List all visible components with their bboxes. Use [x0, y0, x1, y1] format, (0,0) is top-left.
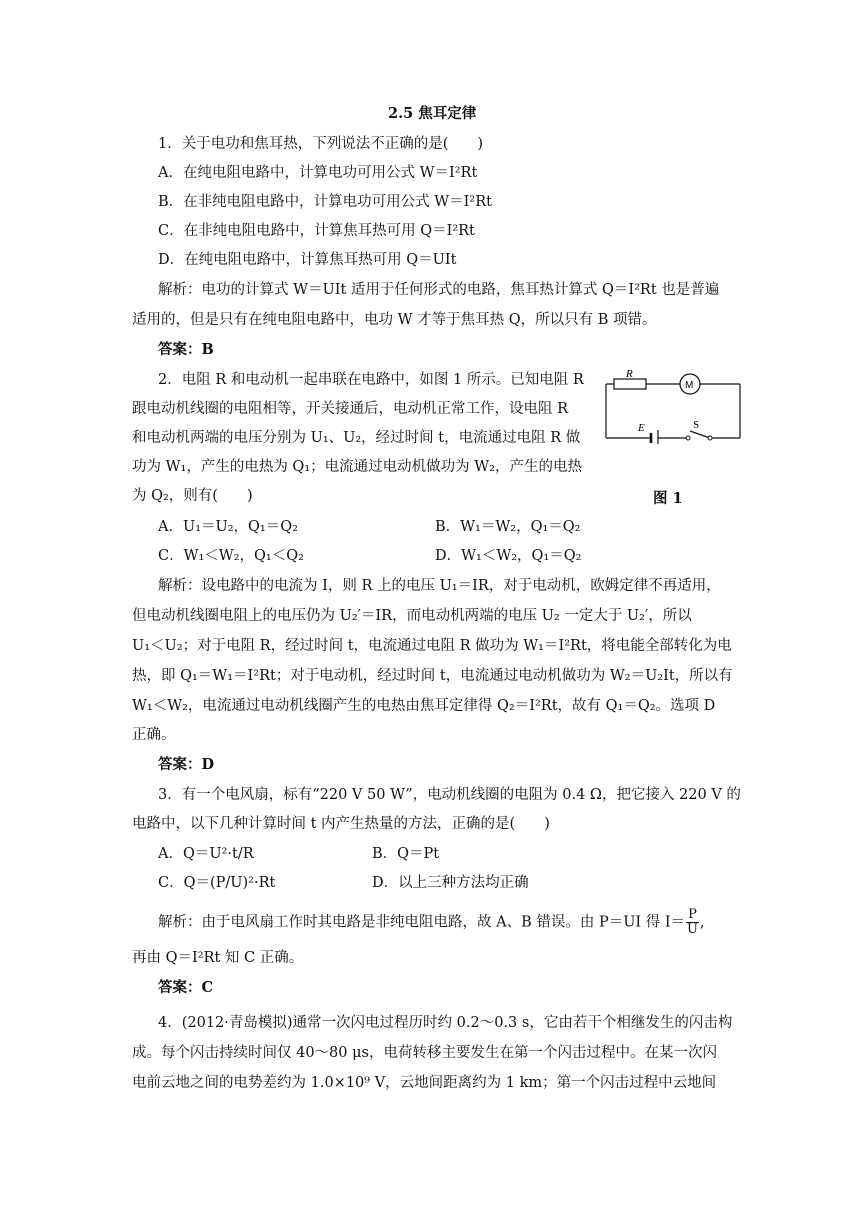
resistor-label: R	[626, 368, 633, 380]
q3-option-a: A．Q＝U²·t/R	[158, 846, 254, 862]
q2-stem-line: 和电动机两端的电压分别为 U₁、U₂，经过时间 t，电流通过电阻 R 做	[132, 430, 581, 446]
switch-symbol	[690, 431, 710, 438]
q2-option-d: D．W₁＜W₂，Q₁＝Q₂	[435, 548, 582, 564]
q1-option-c: C．在非纯电阻电路中，计算焦耳热可用 Q＝I²Rt	[158, 223, 475, 239]
q3-option-b: B．Q＝Pt	[372, 846, 440, 862]
q2-analysis-line: W₁＜W₂，电流通过电动机线圈产生的电热由焦耳定律得 Q₂＝I²Rt，故有 Q₁＝Q₂。选项 D	[132, 698, 716, 714]
q3-option-c: C．Q＝(P/U)²·Rt	[158, 875, 276, 891]
q2-analysis-line: 但电动机线圈电阻上的电压仍为 U₂′＝IR，而电动机两端的电压 U₂ 一定大于 U₂′，所以	[132, 608, 692, 624]
q2-answer: 答案：D	[158, 756, 215, 773]
q4-stem-line: 4．(2012·青岛模拟)通常一次闪电过程历时约 0.2～0.3 s，它由若干个相继发生的闪击构	[158, 1015, 733, 1031]
q2-analysis-line: 解析：设电路中的电流为 I，则 R 上的电压 U₁＝IR，对于电动机，欧姆定律不再适用，	[158, 578, 721, 594]
q2-analysis-line: 正确。	[132, 727, 176, 743]
page-title: 2.5 焦耳定律	[388, 105, 477, 122]
q2-option-c: C．W₁＜W₂，Q₁＜Q₂	[158, 548, 304, 564]
q3-stem-line: 电路中，以下几种计算时间 t 内产生热量的方法，正确的是( )	[132, 816, 550, 832]
q3-analysis-line	[158, 908, 704, 937]
q1-option-b: B．在非纯电阻电路中，计算电功可用公式 W＝I²Rt	[158, 194, 492, 210]
resistor-symbol	[614, 379, 646, 389]
circuit-diagram	[604, 368, 742, 444]
q3-analysis-line: 再由 Q＝I²Rt 知 C 正确。	[132, 950, 304, 966]
q1-analysis-line: 适用的，但是只有在纯电阻电路中，电功 W 才等于焦耳热 Q，所以只有 B 项错。	[132, 312, 657, 328]
q3-answer: 答案：C	[158, 979, 214, 996]
q2-analysis-line: 热，即 Q₁＝W₁＝I²Rt；对于电动机，经过时间 t，电流通过电动机做功为 W₂＝U₂It，所以有	[132, 668, 733, 684]
q4-stem-line: 成。每个闪击持续时间仅 40～80 μs，电荷转移主要发生在第一个闪击过程中。在某一次闪	[132, 1045, 717, 1061]
q2-analysis-line: U₁＜U₂；对于电阻 R，经过时间 t，电流通过电阻 R 做功为 W₁＝I²Rt，将电能全部转化为电	[132, 638, 732, 654]
switch-label: S	[693, 419, 700, 431]
q1-answer: 答案：B	[158, 341, 214, 358]
q2-stem-line: 2．电阻 R 和电动机一起串联在电路中，如图 1 所示。已知电阻 R	[158, 372, 584, 388]
q2-stem-line: 为 Q₂，则有( )	[132, 488, 253, 504]
q1-option-a: A．在纯电阻电路中，计算电功可用公式 W＝I²Rt	[158, 165, 478, 181]
motor-label: M	[685, 380, 694, 391]
fraction-tail: ,	[699, 914, 705, 931]
fraction-numerator: P	[688, 907, 697, 922]
fraction-denominator: U	[687, 922, 698, 937]
q3-option-d: D．以上三种方法均正确	[372, 875, 529, 891]
q1-option-d: D．在纯电阻电路中，计算焦耳热可用 Q＝UIt	[158, 252, 457, 268]
q4-stem-line: 电前云地之间的电势差约为 1.0×10⁹ V，云地间距离约为 1 km；第一个闪击过程中云地间	[132, 1075, 717, 1091]
figure-caption: 图 1	[653, 490, 683, 507]
fraction-p-over-u	[686, 908, 699, 937]
q2-stem-line: 功为 W₁，产生的电热为 Q₁；电流通过电动机做功为 W₂，产生的电热	[132, 459, 582, 475]
q2-stem-line: 跟电动机线圈的电阻相等，开关接通后，电动机正常工作，设电阻 R	[132, 401, 569, 417]
q1-analysis-line: 解析：电功的计算式 W＝UIt 适用于任何形式的电路，焦耳热计算式 Q＝I²Rt 也是普遍	[158, 282, 720, 298]
battery-label: E	[638, 422, 645, 434]
q3-analysis-text: 解析：由于电风扇工作时其电路是非纯电阻电路，故 A、B 错误。由 P＝UI 得 I＝	[158, 914, 686, 931]
q2-option-b: B．W₁＝W₂，Q₁＝Q₂	[435, 519, 581, 535]
q3-stem-line: 3．有一个电风扇，标有“220 V 50 W”，电动机线圈的电阻为 0.4 Ω，把它接入 220 V 的	[158, 787, 741, 803]
q2-option-a: A．U₁＝U₂，Q₁＝Q₂	[158, 519, 298, 535]
q1-stem: 1．关于电功和焦耳热，下列说法不正确的是( )	[158, 136, 484, 152]
